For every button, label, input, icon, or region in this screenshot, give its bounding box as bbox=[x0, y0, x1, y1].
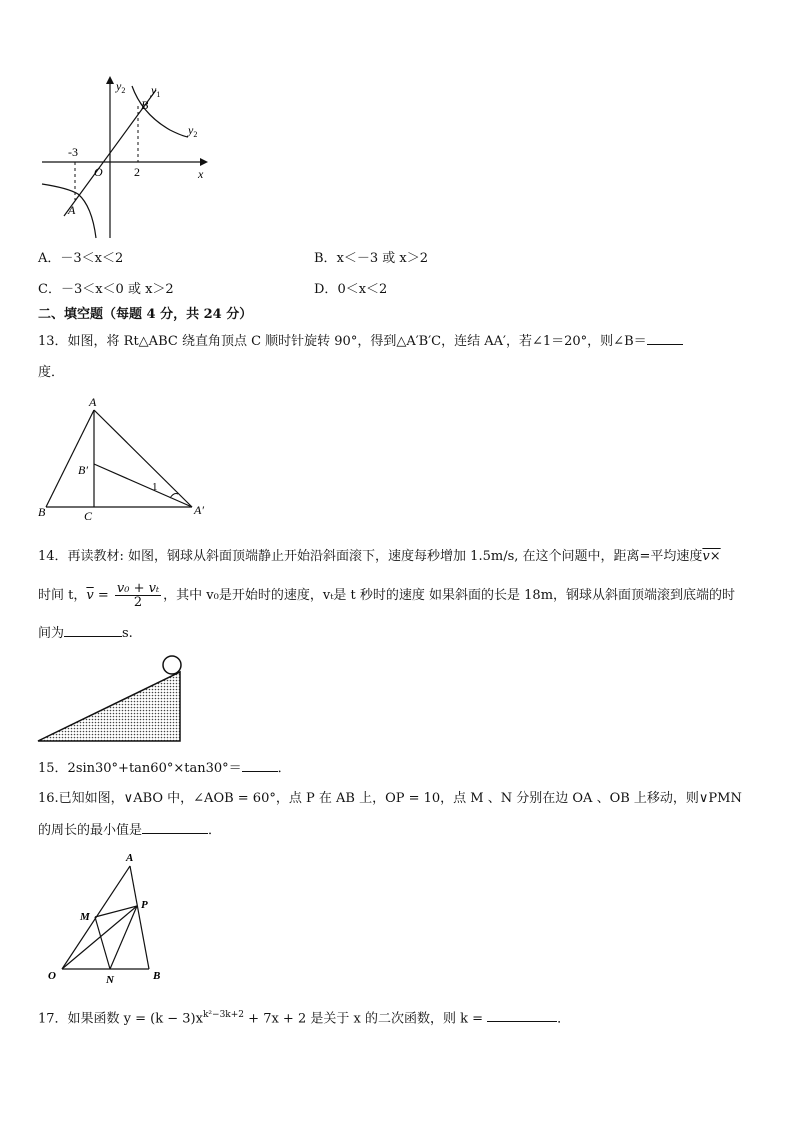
incline bbox=[38, 672, 180, 741]
fig13-label-1: 1 bbox=[152, 481, 158, 493]
x-axis-arrow bbox=[200, 158, 208, 166]
fig16-label-P: P bbox=[141, 899, 148, 911]
fig13-label-A: A bbox=[89, 395, 97, 409]
section-title: 二、填空题（每题 4 分，共 24 分） bbox=[38, 307, 253, 322]
q16-line1: 16.已知如图，∨ABO 中，∠AOB = 60°，点 P 在 AB 上，OP = 10，点 M 、N 分别在边 OA 、OB 上移动，则∨PMN bbox=[38, 791, 742, 806]
steel-ball bbox=[163, 656, 181, 674]
q14-line3: 间为 s. bbox=[38, 626, 133, 641]
q16-blank[interactable] bbox=[142, 821, 208, 834]
label-B: B bbox=[141, 98, 149, 112]
fig16-label-B: B bbox=[153, 970, 161, 982]
y-axis-arrow bbox=[106, 76, 114, 84]
q12-option-b: B．x＜－3 或 x＞2 bbox=[314, 251, 429, 266]
q12-figure bbox=[38, 74, 218, 244]
q15-blank[interactable] bbox=[242, 759, 278, 772]
q13-blank[interactable] bbox=[647, 332, 683, 345]
label-A: A bbox=[68, 203, 76, 217]
label-2: 2 bbox=[134, 165, 140, 179]
q12-option-a: A．－3＜x＜2 bbox=[38, 251, 124, 266]
q12-option-d: D．0＜x＜2 bbox=[314, 282, 388, 297]
q16-line2: 的周长的最小值是 ． bbox=[38, 823, 222, 838]
q13-line1: 13．如图，将 Rt△ABC 绕直角顶点 C 顺时针旋转 90°，得到△A′B′C，连结 AA′，若∠1＝20°，则∠B＝ bbox=[38, 332, 683, 351]
q16-figure bbox=[40, 848, 170, 988]
fig13-label-Ap: A′ bbox=[194, 503, 204, 517]
q13-figure bbox=[34, 394, 214, 524]
fig16-label-N: N bbox=[106, 974, 114, 986]
fig13-label-C: C bbox=[84, 509, 93, 523]
label-y2-axis: $y_2$ bbox=[116, 79, 126, 95]
label-x: x bbox=[198, 167, 204, 181]
fig16-label-A: A bbox=[126, 852, 134, 864]
q14-blank[interactable] bbox=[64, 624, 122, 637]
label-O: O bbox=[94, 165, 103, 179]
q14-fraction: $\frac{\text{v₀ + vₜ}}{2}$ bbox=[116, 581, 160, 610]
q12-option-c: C．－3＜x＜0 或 x＞2 bbox=[38, 282, 174, 297]
q17-line: 17．如果函数 $y = (k - 3)x^{k^2-3k+2} + 7x + 2$ 是关于 x 的二次函数，则 k = ． bbox=[38, 1010, 571, 1027]
q15-line: 15．2sin30°+tan60°×tan30°＝ ． bbox=[38, 761, 291, 776]
q14-figure bbox=[34, 652, 194, 746]
fig16-label-O: O bbox=[48, 970, 56, 982]
fig13-label-Bp: B′ bbox=[78, 463, 88, 477]
q14-line1: 14．再读教材: 如图，钢球从斜面顶端静止开始沿斜面滚下，速度每秒增加 1.5m/s, 在这个问题中，距离=平均速度v× bbox=[38, 549, 721, 564]
label-minus3: -3 bbox=[68, 145, 78, 159]
label-y1: $y_1$ bbox=[151, 83, 161, 99]
label-y2-curve: $y_2$ bbox=[188, 123, 198, 139]
fig16-label-M: M bbox=[80, 911, 90, 923]
q14-line2: 时间 t，$\overline{v}$ = $\frac{\text{v₀ + vₜ}}{2}$ ，其中 v₀是开始时的速度，vₜ是 t 秒时的速度 如果斜面的长是 18m，钢球从斜面顶端滚到底端的时 bbox=[38, 581, 736, 610]
q17-blank[interactable] bbox=[487, 1009, 557, 1022]
q13-line2: 度． bbox=[38, 365, 65, 380]
fig13-label-B: B bbox=[38, 505, 46, 519]
